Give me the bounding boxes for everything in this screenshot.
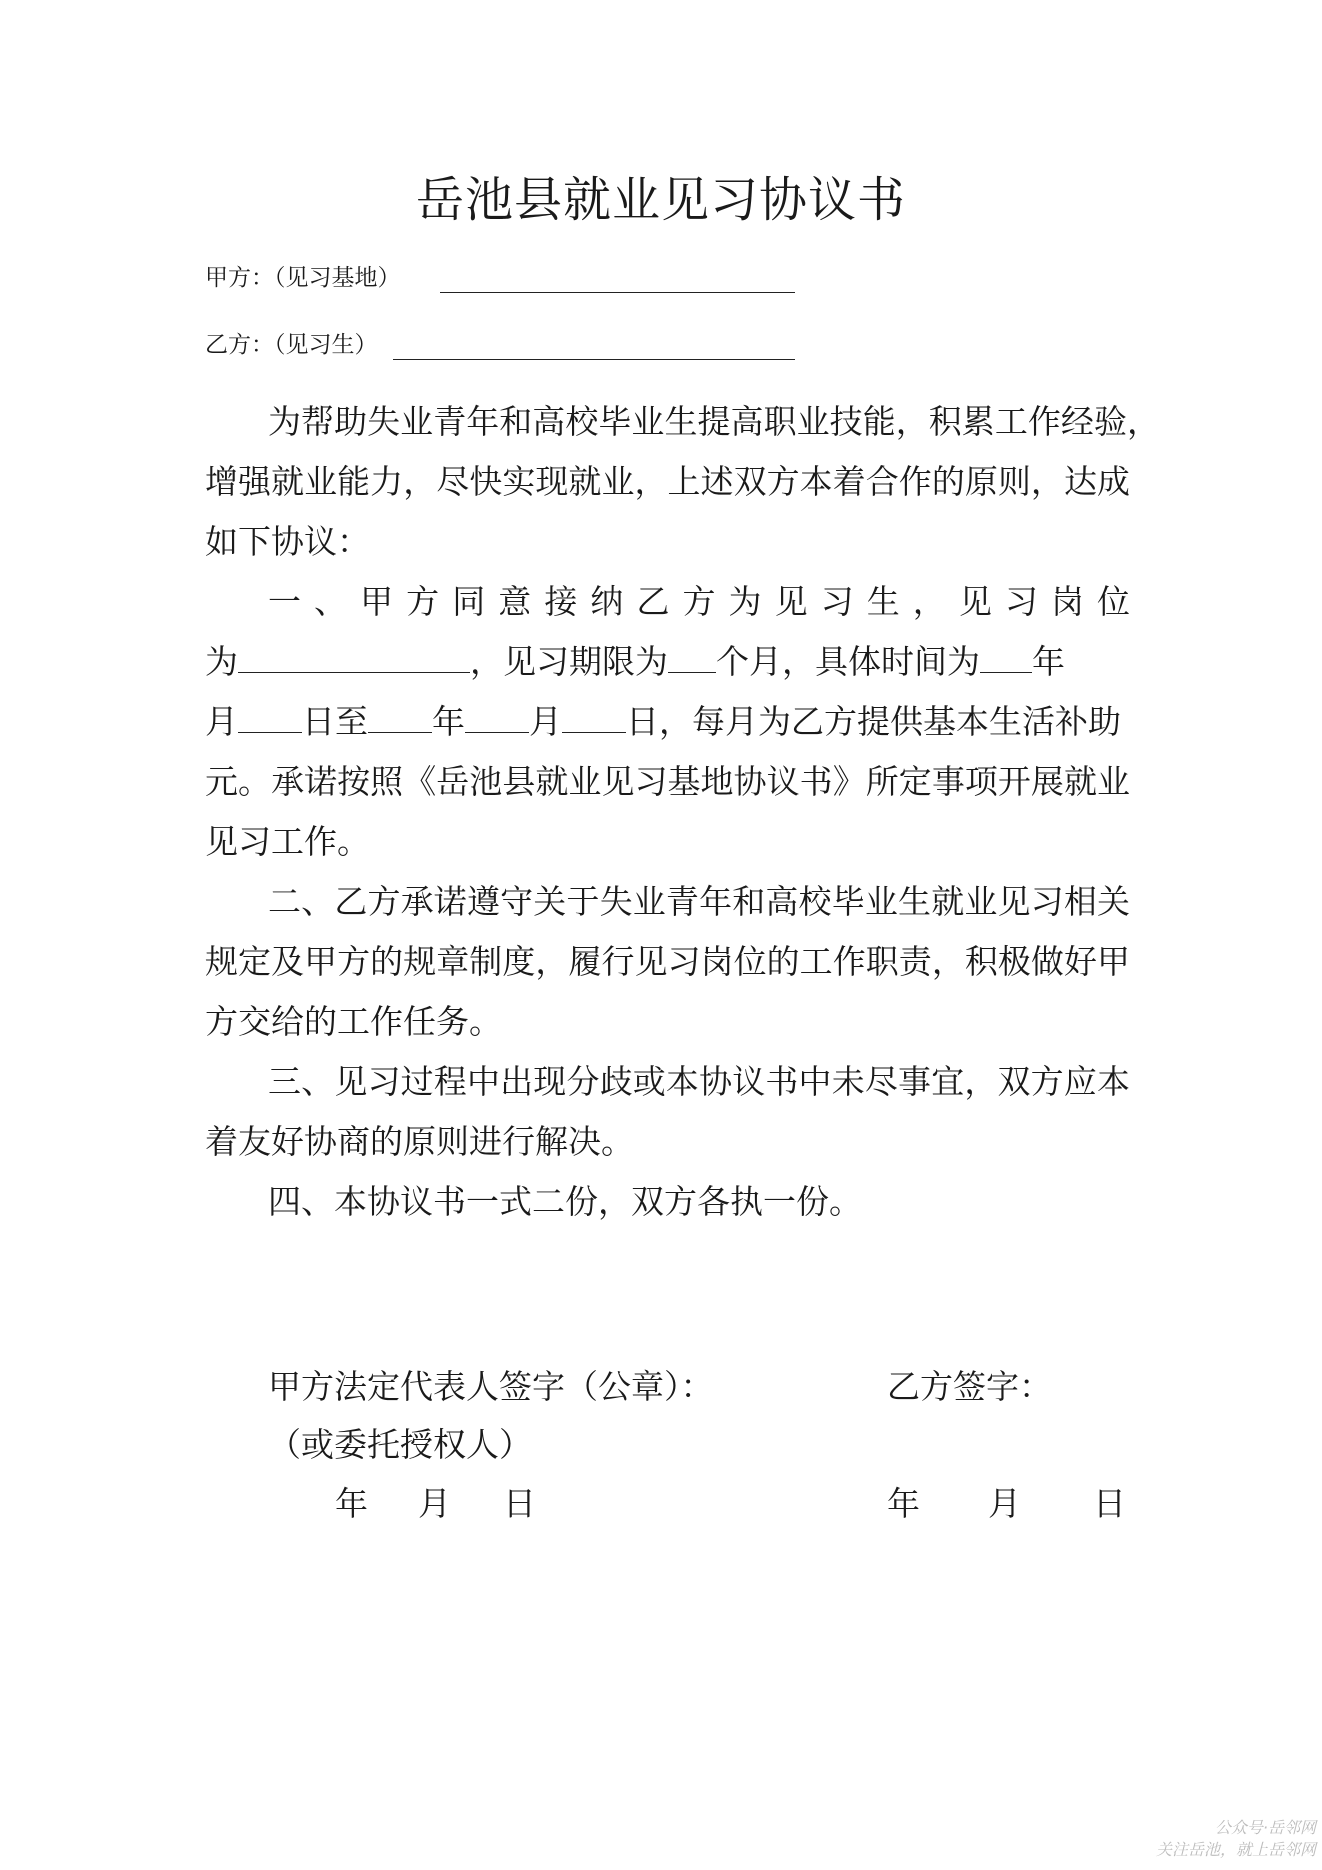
months-blank bbox=[668, 642, 716, 673]
party-b-label: 乙方：（见习生） bbox=[205, 332, 378, 358]
party-b-signature-label: 乙方签字： bbox=[887, 1367, 1052, 1406]
intro-line-2: 增强就业能力，尽快实现就业，上述双方本着合作的原则，达成 bbox=[205, 462, 1130, 501]
party-a-day: 日 bbox=[503, 1484, 536, 1523]
party-a-signature-note: （或委托授权人） bbox=[268, 1425, 532, 1464]
watermark-line-2: 关注岳池，就上岳邻网 bbox=[1155, 1840, 1316, 1859]
clause1-line-4: 元。承诺按照《岳池县就业见习基地协议书》所定事项开展就业 bbox=[205, 762, 1130, 801]
clause4-line: 四、本协议书一式二份，双方各执一份。 bbox=[268, 1182, 862, 1221]
document-title: 岳池县就业见习协议书 bbox=[415, 172, 906, 228]
clause1-line-5: 见习工作。 bbox=[205, 822, 370, 861]
clause3-line-2: 着友好协商的原则进行解决。 bbox=[205, 1122, 634, 1161]
clause1-line-3 bbox=[205, 700, 1121, 744]
party-a-blank bbox=[440, 292, 795, 293]
clause2-line-2: 规定及甲方的规章制度，履行见习岗位的工作职责，积极做好甲 bbox=[205, 942, 1130, 981]
clause2-line-3: 方交给的工作任务。 bbox=[205, 1002, 502, 1041]
party-a-year: 年 bbox=[335, 1484, 368, 1523]
clause2-line-1: 二、乙方承诺遵守关于失业青年和高校毕业生就业见习相关 bbox=[268, 882, 1130, 921]
party-a-label: 甲方：（见习基地） bbox=[205, 265, 401, 291]
clause1-text: 日至 bbox=[302, 702, 368, 741]
intro-line-1: 为帮助失业青年和高校毕业生提高职业技能，积累工作经验， bbox=[268, 402, 1160, 441]
position-blank bbox=[238, 642, 470, 673]
clause1-line-1: 一、甲方同意接纳乙方为见习生，见习岗位 bbox=[268, 582, 1130, 621]
end-year-blank bbox=[465, 702, 529, 733]
clause3-line-1: 三、见习过程中出现分歧或本协议书中未尽事宜，双方应本 bbox=[268, 1062, 1130, 1101]
party-b-row bbox=[205, 329, 378, 361]
intro-line-3: 如下协议： bbox=[205, 522, 370, 561]
end-month-blank bbox=[562, 702, 626, 733]
clause1-line-2 bbox=[205, 640, 1065, 684]
party-b-year: 年 bbox=[887, 1484, 920, 1523]
clause1-text: 年 bbox=[1032, 642, 1065, 681]
clause1-text: 为 bbox=[205, 642, 238, 681]
clause1-text: ，见习期限为 bbox=[470, 642, 668, 681]
clause1-text: 月 bbox=[529, 702, 562, 741]
party-a-signature-label: 甲方法定代表人签字（公章）： bbox=[268, 1367, 714, 1406]
watermark-line-1: 公众号·岳邻网 bbox=[1214, 1818, 1316, 1837]
start-month-blank bbox=[238, 702, 302, 733]
clause1-text: 个月，具体时间为 bbox=[716, 642, 980, 681]
party-b-blank bbox=[393, 359, 795, 360]
party-a-row bbox=[205, 262, 401, 294]
party-a-month: 月 bbox=[418, 1484, 451, 1523]
clause1-text: 年 bbox=[432, 702, 465, 741]
start-day-blank bbox=[368, 702, 432, 733]
party-b-month: 月 bbox=[988, 1484, 1021, 1523]
clause1-text: 日，每月为乙方提供基本生活补助 bbox=[626, 702, 1121, 741]
clause1-text: 月 bbox=[205, 702, 238, 741]
start-year-blank bbox=[980, 642, 1032, 673]
party-b-day: 日 bbox=[1093, 1484, 1126, 1523]
